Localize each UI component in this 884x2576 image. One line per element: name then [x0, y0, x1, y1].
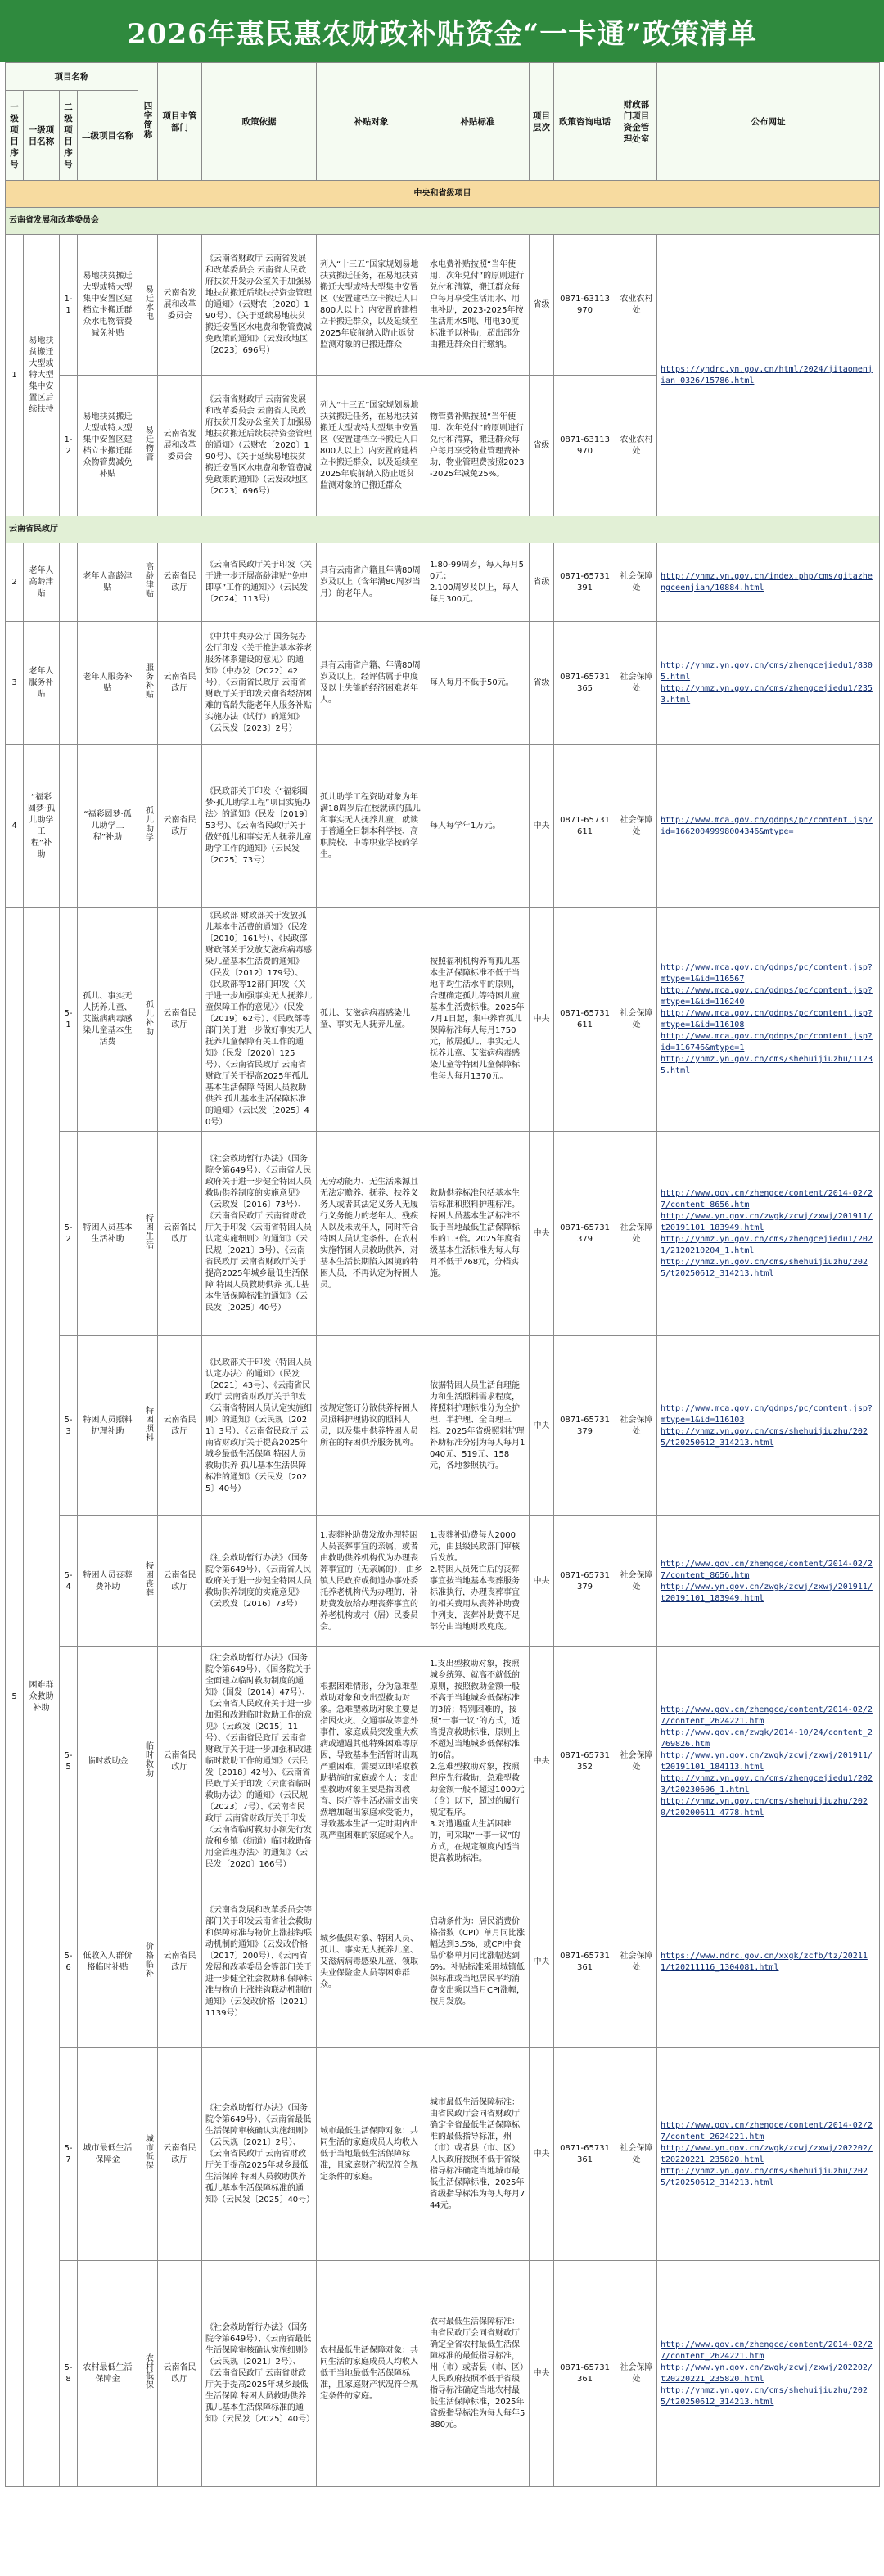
header-item-name: 项目名称 — [6, 63, 138, 91]
header-url: 公布网址 — [657, 63, 880, 181]
header-basis: 政策依据 — [202, 63, 317, 181]
target-cell: 根据困难情形，分为急难型救助对象和支出型救助对象。急难型救助对象主要是指因火灾、交通事故等意外事件，家庭成员突发重大疾病或遭遇其他特殊困难等原因，导致基本生活暂时出现严重困难，需要立即采取救助措施的家庭或个人；支出型救助对象主要是指因教育、医疗等生活必需支出突然增加超出家庭承受能力，导致基本生活一定时期内出现严重困难的家庭或个人。 — [317, 1647, 426, 1876]
url-link[interactable]: http://www.gov.cn/zhengce/content/2014-02/27/content_2624221.htm http://www.yn.gov.cn/zwgk/zcwj/zxwj/202202/t20220221_235820.html http://ynmz.yn.gov.cn/cms/shehuijiuzhu/2025/t20250612_314213.html — [657, 2048, 880, 2261]
url-link[interactable]: http://www.mca.gov.cn/gdnps/pc/content.jsp?mtype=1&id=116567 http://www.mca.gov.cn/gdnps/pc/content.jsp?mtype=1&id=116240 http://www.mca.gov.cn/gdnps/pc/content.jsp?mtype=1&id=116108 http://www.mca.gov.cn/gdnps/pc/content.jsp?id=116746&mtype=1 http://ynmz.yn.gov.cn/cms/shehuijiuzhu/11235.html — [657, 908, 880, 1132]
short-name-cell: 孤儿助学 — [138, 745, 158, 908]
url-link[interactable]: http://www.gov.cn/zhengce/content/2014-02/27/content_2624221.htm http://www.yn.gov.cn/zwgk/zcwj/zxwj/202202/t20220221_235820.html http://ynmz.yn.gov.cn/cms/shehuijiuzhu/2025/t20250612_314213.html — [657, 2261, 880, 2487]
dept-cell: 云南省民政厅 — [158, 1876, 202, 2048]
table-row — [6, 908, 880, 1132]
dept-cell: 云南省民政厅 — [158, 745, 202, 908]
short-name-cell: 特困生活 — [138, 1132, 158, 1336]
level1-name-cell: “福彩圆梦·孤儿助学工程”补助 — [24, 745, 60, 908]
table-row — [6, 1132, 880, 1336]
table-row — [6, 543, 880, 622]
fin-dept-cell: 农业农村处 — [616, 235, 657, 376]
basis-cell: 《社会救助暂行办法》（国务院令第649号）、《云南省最低生活保障审核确认实施细则》（云民规〔2021〕2号）、《云南省民政厅 云南省财政厅关于提高2025年城乡最低生活保障 特困人员救助供养 孤儿基本生活保障标准的通知》（云民发〔2025〕40号） — [202, 2048, 317, 2261]
level1-no-cell: 3 — [6, 622, 24, 745]
level2-no-cell: 5-7 — [60, 2048, 78, 2261]
table-row — [6, 1516, 880, 1647]
level2-name-cell: 低收入人群价格临时补贴 — [78, 1876, 138, 2048]
level2-name-cell: 老年人服务补贴 — [78, 622, 138, 745]
phone-cell: 0871-65731391 — [554, 543, 616, 622]
phone-cell: 0871-65731365 — [554, 622, 616, 745]
level2-name-cell: 特困人员基本生活补助 — [78, 1132, 138, 1336]
basis-cell: 《社会救助暂行办法》（国务院令第649号）、《国务院关于全面建立临时救助制度的通知》（国发〔2014〕47号）、《云南省人民政府关于进一步加强和改进临时救助工作的意见》（云政发〔2015〕11号）、《云南省民政厅 云南省财政厅关于进一步加强和改进临时救助工作的通知》（云民发〔2018〕42号）、《云南省民政厅关于印发〈云南省临时救助办法〉的通知》（云民规〔2023〕7号）、《云南省民政厅 云南省财政厅关于印发〈云南省临时救助小额先行发放和乡镇（街道）临时救助备用金管理办法〉的通知》（云民发〔2020〕166号） — [202, 1647, 317, 1876]
section-dept-minzheng: 云南省民政厅 — [6, 516, 880, 543]
standard-cell: 1.支出型救助对象，按照城乡统筹、就高不就低的原则，按照救助金额一般不高于当地城乡低保标准的3倍；特别困难的，按照“一事一议”的方式，适当提高救助标准，原则上不超过当地城乡低保标准的6倍。 2.急难型救助对象，按照程序先行救助，急难型救助金额一般不超过1000元（含）以下，超过的履行规定程序。 3.对遭遇重大生活困难的，可采取“一事一议”的方式，在规定额度内适当提高救助标准。 — [426, 1647, 530, 1876]
url-link[interactable]: http://www.gov.cn/zhengce/content/2014-02/27/content_8656.htm http://www.yn.gov.cn/zwgk/zcwj/zxwj/201911/t20191101_183949.html — [657, 1516, 880, 1647]
short-name-cell: 服务补贴 — [138, 622, 158, 745]
header-dept: 项目主管部门 — [158, 63, 202, 181]
level1-no-cell: 2 — [6, 543, 24, 622]
level2-name-cell: 特困人员丧葬费补助 — [78, 1516, 138, 1647]
level2-no-cell: 5-2 — [60, 1132, 78, 1336]
level2-no-cell: 5-3 — [60, 1336, 78, 1516]
short-name-cell: 农村低保 — [138, 2261, 158, 2487]
target-cell: 无劳动能力、无生活来源且无法定赡养、抚养、扶养义务人或者其法定义务人无履行义务能力的老年人、残疾人以及未成年人，同时符合特困人员认定条件。在农村实施特困人员救助供养，对基本生活长期陷入困境的特困人员，不再认定为特困人员。 — [317, 1132, 426, 1336]
header-target: 补贴对象 — [317, 63, 426, 181]
url-link[interactable]: https://yndrc.yn.gov.cn/html/2024/jitaomenjian_0326/15786.html — [657, 235, 880, 516]
short-name-cell: 易迁物管 — [138, 376, 158, 516]
header-short-name: 四字简称 — [138, 63, 158, 181]
header-level1-name: 一级项目名称 — [24, 91, 60, 181]
table-row — [6, 2048, 880, 2261]
target-cell: 1.丧葬补助费发放办理特困人员丧葬事宜的亲属，或者由救助供养机构代为办理丧葬事宜的（无亲属的），由乡镇人民政府或街道办事处委托养老机构代为办理的，补助费发放给办理丧葬事宜的养老机构或村（居）民委员会。 — [317, 1516, 426, 1647]
short-name-cell: 价格临补 — [138, 1876, 158, 2048]
level2-no-cell: 1-1 — [60, 235, 78, 376]
level-cell: 中央 — [530, 2048, 554, 2261]
dept-cell: 云南省民政厅 — [158, 2048, 202, 2261]
standard-cell: 按照福利机构养育孤儿基本生活保障标准不低于当地平均生活水平的原则，合理确定孤儿等特困儿童基本生活费标准。2025年7月1日起，集中养育孤儿保障标准每人每月1750元，散居孤儿、事实无人抚养儿童、艾滋病病毒感染儿童等特困儿童保障标准每人每月1370元。 — [426, 908, 530, 1132]
phone-cell: 0871-65731361 — [554, 2261, 616, 2487]
short-name-cell: 临时救助 — [138, 1647, 158, 1876]
basis-cell: 《民政部 财政部关于发放孤儿基本生活费的通知》（民发〔2010〕161号）、《民政部 财政部关于发放艾滋病病毒感染儿童基本生活费的通知》（民发〔2012〕179号）、《民政部等12部门印发〈关于进一步加强事实无人抚养儿童保障工作的意见〉》（民发〔2019〕62号）、《民政部等部门关于进一步做好事实无人抚养儿童保障有关工作的通知》（民发〔2020〕125号）、《云南省民政厅 云南省财政厅关于提高2025年孤儿基本生活保障 特困人员救助供养 孤儿基本生活保障标准的通知》（云民发〔2025〕40号） — [202, 908, 317, 1132]
level1-no-cell: 1 — [6, 235, 24, 516]
level-cell: 省级 — [530, 622, 554, 745]
standard-cell: 启动条件为：居民消费价格指数（CPI）单月同比涨幅达到3.5%，或CPI中食品价格单月同比涨幅达到6%。补贴标准采用城镇低保标准或当地居民平均消费支出乘以当月CPI涨幅，按月发放。 — [426, 1876, 530, 2048]
target-cell: 列入“十三五”国家规划易地扶贫搬迁任务，在易地扶贫搬迁大型或特大型集中安置区（安置建档立卡搬迁人口800人以上）内安置的建档立卡搬迁群众，以及延续至2025年底前纳入防止返贫监测对象的已搬迁群众 — [317, 235, 426, 376]
dept-cell: 云南省民政厅 — [158, 2261, 202, 2487]
table-row — [6, 622, 880, 745]
level-cell: 中央 — [530, 1647, 554, 1876]
dept-cell: 云南省民政厅 — [158, 1336, 202, 1516]
url-link[interactable]: https://www.ndrc.gov.cn/xxgk/zcfb/tz/202111/t20211116_1304081.html — [657, 1876, 880, 2048]
level2-name-cell: 特困人员照料护理补助 — [78, 1336, 138, 1516]
target-cell: 孤儿助学工程资助对象为年满18周岁后在校就读的孤儿和事实无人抚养儿童，就读于普通全日制本科学校、高职院校、中等职业学校的学生。 — [317, 745, 426, 908]
level2-no-cell: 5-5 — [60, 1647, 78, 1876]
phone-cell: 0871-65731611 — [554, 745, 616, 908]
table-row — [6, 2261, 880, 2487]
header-phone: 政策咨询电话 — [554, 63, 616, 181]
target-cell: 孤儿、艾滋病病毒感染儿童、事实无人抚养儿童。 — [317, 908, 426, 1132]
basis-cell: 《民政部关于印发〈特困人员认定办法〉的通知》（民发〔2021〕43号）、《云南省民政厅 云南省财政厅关于印发〈云南省特困人员认定实施细则〉的通知》（云民规〔2021〕3号）、《云南省民政厅 云南省财政厅关于提高2025年城乡最低生活保障 特困人员救助供养 孤儿基本生活保障标准的通知》（云民发〔2025〕40号） — [202, 1336, 317, 1516]
phone-cell: 0871-65731611 — [554, 908, 616, 1132]
short-name-cell: 易迁水电 — [138, 235, 158, 376]
level-cell: 中央 — [530, 1876, 554, 2048]
basis-cell: 《社会救助暂行办法》（国务院令第649号）、《云南省人民政府关于进一步健全特困人员救助供养制度的实施意见》（云政发〔2016〕73号）、《云南省民政厅 云南省财政厅关于印发〈云南省特困人员认定实施细则〉的通知》（云民规〔2021〕3号）、《云南省民政厅 云南省财政厅关于提高2025年城乡最低生活保障 特困人员救助供养 孤儿基本生活保障标准的通知》（云民发〔2025〕40号） — [202, 1132, 317, 1336]
dept-cell: 云南省民政厅 — [158, 908, 202, 1132]
policy-table — [5, 62, 880, 2487]
fin-dept-cell: 社会保障处 — [616, 543, 657, 622]
fin-dept-cell: 农业农村处 — [616, 376, 657, 516]
standard-cell: 1.80-99周岁，每人每月50元； 2.100周岁及以上，每人每月300元。 — [426, 543, 530, 622]
fin-dept-cell: 社会保障处 — [616, 745, 657, 908]
level2-no-cell — [60, 622, 78, 745]
standard-cell: 每人每月不低于50元。 — [426, 622, 530, 745]
basis-cell: 《云南省发展和改革委员会等部门关于印发云南省社会救助和保障标准与物价上涨挂钩联动机制的通知》（云发改价格〔2017〕200号）、《云南省发展和改革委员会等部门关于进一步健全社会救助和保障标准与物价上涨挂钩联动机制的通知》（云发改价格〔2021〕1139号） — [202, 1876, 317, 2048]
target-cell: 具有云南省户籍、年满80周岁及以上，经评估属于中度及以上失能的经济困难老年人。 — [317, 622, 426, 745]
level1-no-cell: 4 — [6, 745, 24, 908]
phone-cell: 0871-65731379 — [554, 1132, 616, 1336]
fin-dept-cell: 社会保障处 — [616, 1132, 657, 1336]
level-cell: 中央 — [530, 908, 554, 1132]
fin-dept-cell: 社会保障处 — [616, 2261, 657, 2487]
level-cell: 中央 — [530, 2261, 554, 2487]
level2-no-cell: 1-2 — [60, 376, 78, 516]
table-row — [6, 1647, 880, 1876]
level-cell: 中央 — [530, 1516, 554, 1647]
dept-cell: 云南省发展和改革委员会 — [158, 235, 202, 376]
phone-cell: 0871-65731361 — [554, 2048, 616, 2261]
header-fin-dept: 财政部门项目资金管理处室 — [616, 63, 657, 181]
level1-name-cell: 易地扶贫搬迁大型或特大型集中安置区后续扶持 — [24, 235, 60, 516]
standard-cell: 1.丧葬补助费每人2000元，由县级民政部门审核后发放。 2.特困人员死亡后的丧葬事宜按当地基本丧葬服务标准执行，办理丧葬事宜的相关费用从丧葬补助费中列支，丧葬补助费不足部分由当地财政兜底。 — [426, 1516, 530, 1647]
basis-cell: 《民政部关于印发〈“福彩圆梦·孤儿助学工程”项目实施办法〉的通知》（民发〔2019〕53号）、《云南省民政厅关于做好孤儿和事实无人抚养儿童助学工作的通知》（云民发〔2025〕73号） — [202, 745, 317, 908]
dept-cell: 云南省民政厅 — [158, 543, 202, 622]
fin-dept-cell: 社会保障处 — [616, 908, 657, 1132]
basis-cell: 《中共中央办公厅 国务院办公厅印发〈关于推进基本养老服务体系建设的意见〉的通知》（中办发〔2022〕42号），《云南省民政厅 云南省财政厅关于印发云南省经济困难的高龄失能老年人服务补贴实施办法（试行）的通知》（云民发〔2023〕2号） — [202, 622, 317, 745]
level2-name-cell: 孤儿、事实无人抚养儿童、艾滋病病毒感染儿童基本生活费 — [78, 908, 138, 1132]
table-row — [6, 1336, 880, 1516]
standard-cell: 水电费补贴按照“当年使用、次年兑付”的原则进行兑付和清算，搬迁群众每户每月享受生活用水、用电补助，2023-2025年按生活用水5吨、用电30度标准予以补助，超出部分由搬迁群众自行缴纳。 — [426, 235, 530, 376]
level-cell: 中央 — [530, 1132, 554, 1336]
level1-name-cell: 老年人服务补贴 — [24, 622, 60, 745]
header-level1-no: 一级项目序号 — [6, 91, 24, 181]
short-name-cell: 特困照料 — [138, 1336, 158, 1516]
section-central-provincial: 中央和省级项目 — [6, 181, 880, 208]
dept-cell: 云南省民政厅 — [158, 1647, 202, 1876]
fin-dept-cell: 社会保障处 — [616, 622, 657, 745]
short-name-cell: 城市低保 — [138, 2048, 158, 2261]
url-link[interactable]: http://ynmz.yn.gov.cn/cms/zhengcejiedu1/8305.html http://ynmz.yn.gov.cn/cms/zhengcejiedu1/2353.html — [657, 622, 880, 745]
level1-name-cell: 困难群众救助补助 — [24, 908, 60, 2487]
target-cell: 具有云南省户籍且年满80周岁及以上（含年满80周岁当月）的老年人。 — [317, 543, 426, 622]
level2-name-cell: 易地扶贫搬迁大型或特大型集中安置区建档立卡搬迁群众物管费减免补贴 — [78, 376, 138, 516]
fin-dept-cell: 社会保障处 — [616, 2048, 657, 2261]
header-level2-name: 二级项目名称 — [78, 91, 138, 181]
table-row — [6, 745, 880, 908]
level2-name-cell: “福彩圆梦·孤儿助学工程”补助 — [78, 745, 138, 908]
phone-cell: 0871-65731361 — [554, 1876, 616, 2048]
level2-name-cell: 城市最低生活保障金 — [78, 2048, 138, 2261]
page-title: 2026年惠民惠农财政补贴资金“一卡通”政策清单 — [0, 0, 884, 62]
table-row — [6, 1876, 880, 2048]
basis-cell: 《云南省财政厅 云南省发展和改革委员会 云南省人民政府扶贫开发办公室关于加强易地扶贫搬迁后续扶持资金管理的通知》（云财农〔2020〕190号）、《关于延续易地扶贫搬迁安置区水电费和物管费减免政策的通知》（云发改地区〔2023〕696号） — [202, 376, 317, 516]
table-row — [6, 235, 880, 376]
level-cell: 省级 — [530, 543, 554, 622]
target-cell: 列入“十三五”国家规划易地扶贫搬迁任务，在易地扶贫搬迁大型或特大型集中安置区（安置建档立卡搬迁人口800人以上）内安置的建档立卡搬迁群众，以及延续至2025年底前纳入防止返贫监测对象的已搬迁群众 — [317, 376, 426, 516]
dept-cell: 云南省民政厅 — [158, 622, 202, 745]
level2-no-cell: 5-1 — [60, 908, 78, 1132]
level2-no-cell: 5-4 — [60, 1516, 78, 1647]
level-cell: 中央 — [530, 745, 554, 908]
level1-no-cell: 5 — [6, 908, 24, 2487]
level-cell: 省级 — [530, 376, 554, 516]
target-cell: 城市最低生活保障对象：共同生活的家庭成员人均收入低于当地最低生活保障标准，且家庭财产状况符合规定条件的家庭。 — [317, 2048, 426, 2261]
level2-no-cell: 5-6 — [60, 1876, 78, 2048]
short-name-cell: 孤儿补助 — [138, 908, 158, 1132]
standard-cell: 物管费补贴按照“当年使用、次年兑付”的原则进行兑付和清算，搬迁群众每户每月享受物业管理费补助，物业管理费按照2023-2025年减免25%。 — [426, 376, 530, 516]
dept-cell: 云南省发展和改革委员会 — [158, 376, 202, 516]
level1-name-cell: 老年人高龄津贴 — [24, 543, 60, 622]
fin-dept-cell: 社会保障处 — [616, 1876, 657, 2048]
level2-name-cell: 农村最低生活保障金 — [78, 2261, 138, 2487]
header-level2-no: 二级项目序号 — [60, 91, 78, 181]
phone-cell: 0871-63113970 — [554, 376, 616, 516]
target-cell: 农村最低生活保障对象：共同生活的家庭成员人均收入低于当地最低生活保障标准，且家庭财产状况符合规定条件的家庭。 — [317, 2261, 426, 2487]
level2-no-cell: 5-8 — [60, 2261, 78, 2487]
standard-cell: 依据特困人员生活自理能力和生活照料需求程度，将照料护理标准分为全护理、半护理、全自理三档。2025年省级照料护理补助标准分别为每人每月1040元、519元、158元，各地参照执行。 — [426, 1336, 530, 1516]
level-cell: 中央 — [530, 1336, 554, 1516]
basis-cell: 《云南省财政厅 云南省发展和改革委员会 云南省人民政府扶贫开发办公室关于加强易地扶贫搬迁后续扶持资金管理的通知》（云财农〔2020〕190号）、《关于延续易地扶贫搬迁安置区水电费和物管费减免政策的通知》（云发改地区〔2023〕696号） — [202, 235, 317, 376]
dept-cell: 云南省民政厅 — [158, 1516, 202, 1647]
header-level: 项目层次 — [530, 63, 554, 181]
url-link[interactable]: http://www.gov.cn/zhengce/content/2014-02/27/content_8656.htm http://www.yn.gov.cn/zwgk/zcwj/zxwj/201911/t20191101_183949.html http://ynmz.yn.gov.cn/cms/zhengcejiedu1/2021/2120210204_1.html http://ynmz.yn.gov.cn/cms/shehuijiuzhu/2025/t20250612_314213.html — [657, 1132, 880, 1336]
dept-cell: 云南省民政厅 — [158, 1132, 202, 1336]
url-link[interactable]: http://www.gov.cn/zhengce/content/2014-02/27/content_2624221.htm http://www.gov.cn/zwgk/2014-10/24/content_2769826.htm http://www.yn.gov.cn/zwgk/zcwj/zxwj/201911/t20191101_184113.html http://ynmz.yn.gov.cn/cms/zhengcejiedu1/2023/t20230606_1.html http://ynmz.yn.gov.cn/cms/shehuijiuzhu/2020/t20200611_4778.html — [657, 1647, 880, 1876]
short-name-cell: 高龄津贴 — [138, 543, 158, 622]
header-standard: 补贴标准 — [426, 63, 530, 181]
standard-cell: 城市最低生活保障标准：由省民政厅会同省财政厅确定全省最低生活保障标准的最低指导标准，州（市）或者县（市、区）人民政府按照不低于省级指导标准确定当地城市最低生活保障标准，2025年省级指导标准为每人每月744元。 — [426, 2048, 530, 2261]
level-cell: 省级 — [530, 235, 554, 376]
target-cell: 城乡低保对象、特困人员、孤儿、事实无人抚养儿童、艾滋病病毒感染儿童、领取失业保险金人员等困难群众。 — [317, 1876, 426, 2048]
standard-cell: 每人每学年1万元。 — [426, 745, 530, 908]
level2-no-cell — [60, 745, 78, 908]
level2-name-cell: 老年人高龄津贴 — [78, 543, 138, 622]
basis-cell: 《社会救助暂行办法》（国务院令第649号）、《云南省人民政府关于进一步健全特困人员救助供养制度的实施意见》（云政发〔2016〕73号） — [202, 1516, 317, 1647]
short-name-cell: 特困丧葬 — [138, 1516, 158, 1647]
phone-cell: 0871-65731379 — [554, 1336, 616, 1516]
phone-cell: 0871-65731379 — [554, 1516, 616, 1647]
basis-cell: 《云南省民政厅关于印发〈关于进一步开展高龄津贴“免申即享”工作的通知〉》（云民发〔2024〕113号） — [202, 543, 317, 622]
basis-cell: 《社会救助暂行办法》（国务院令第649号）、《云南省最低生活保障审核确认实施细则》（云民规〔2021〕2号）、《云南省民政厅 云南省财政厅关于提高2025年城乡最低生活保障 特困人员救助供养 孤儿基本生活保障标准的通知》（云民发〔2025〕40号） — [202, 2261, 317, 2487]
phone-cell: 0871-65731352 — [554, 1647, 616, 1876]
url-link[interactable]: http://www.mca.gov.cn/gdnps/pc/content.jsp?id=16620049998004346&mtype= — [657, 745, 880, 908]
level2-no-cell — [60, 543, 78, 622]
fin-dept-cell: 社会保障处 — [616, 1336, 657, 1516]
standard-cell: 救助供养标准包括基本生活标准和照料护理标准。特困人员基本生活标准不低于当地最低生活保障标准的1.3倍。2025年度省级基本生活标准为每人每月不低于768元，分档实施。 — [426, 1132, 530, 1336]
level2-name-cell: 易地扶贫搬迁大型或特大型集中安置区建档立卡搬迁群众水电物管费减免补贴 — [78, 235, 138, 376]
phone-cell: 0871-63113970 — [554, 235, 616, 376]
fin-dept-cell: 社会保障处 — [616, 1516, 657, 1647]
fin-dept-cell: 社会保障处 — [616, 1647, 657, 1876]
section-dept-fagai: 云南省发展和改革委员会 — [6, 208, 880, 235]
level2-name-cell: 临时救助金 — [78, 1647, 138, 1876]
target-cell: 按规定签订分散供养特困人员照料护理协议的照料人员，以及集中供养特困人员所在的特困供养服务机构。 — [317, 1336, 426, 1516]
url-link[interactable]: http://ynmz.yn.gov.cn/index.php/cms/qitazhengceenjian/10884.html — [657, 543, 880, 622]
url-link[interactable]: http://www.mca.gov.cn/gdnps/pc/content.jsp?mtype=1&id=116103 http://ynmz.yn.gov.cn/cms/shehuijiuzhu/2025/t20250612_314213.html — [657, 1336, 880, 1516]
standard-cell: 农村最低生活保障标准：由省民政厅会同省财政厅确定全省农村最低生活保障标准的最低指导标准，州（市）或者县（市、区）人民政府按照不低于省级指导标准确定当地农村最低生活保障标准，2025年省级指导标准为每人每年5880元。 — [426, 2261, 530, 2487]
